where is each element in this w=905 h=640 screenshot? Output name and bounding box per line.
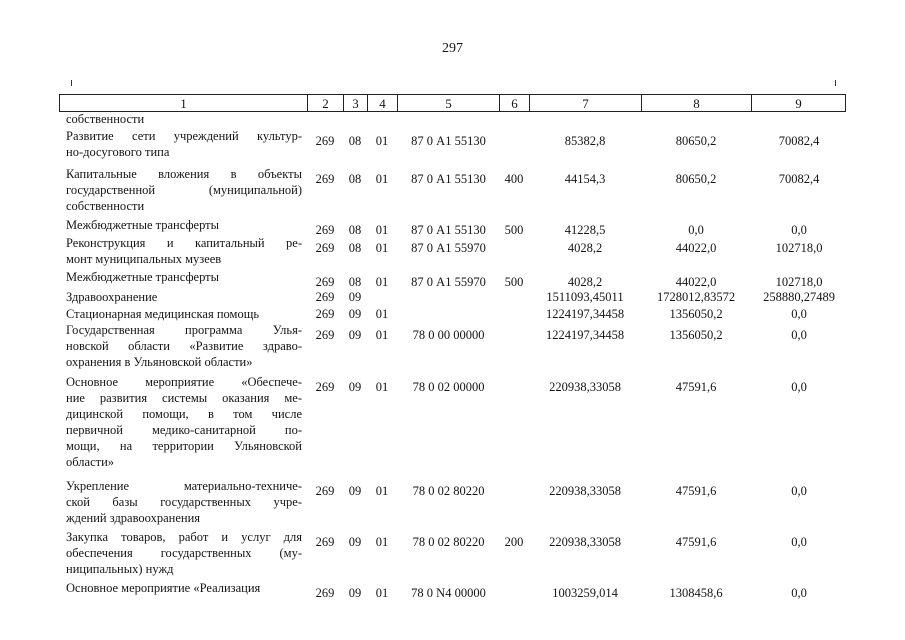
cell-c6: 400: [504, 172, 524, 186]
row-name-line: Закупка товаров, работ и услуг для: [66, 530, 302, 544]
cell-c9: 0,0: [791, 307, 807, 321]
header-col-6: 6: [500, 95, 530, 111]
header-col-8: 8: [642, 95, 752, 111]
header-col-5: 5: [398, 95, 500, 111]
cell-c2: 269: [315, 223, 335, 237]
cell-c8: 80650,2: [675, 134, 717, 148]
cell-c9: 70082,4: [778, 172, 820, 186]
header-col-3: 3: [344, 95, 368, 111]
row-name-line: ждений здравоохранения: [66, 511, 201, 525]
cell-c8: 80650,2: [675, 172, 717, 186]
row-name-line: ние развития системы оказания ме-: [66, 391, 302, 405]
cell-c2: 269: [315, 290, 335, 304]
cell-c3: 09: [348, 586, 362, 600]
cell-c9: 102718,0: [775, 275, 823, 289]
cell-c4: 01: [375, 241, 389, 255]
cell-c7: 220938,33058: [549, 380, 621, 394]
cell-c3: 08: [348, 134, 362, 148]
header-col-4: 4: [368, 95, 398, 111]
cell-c4: 01: [375, 275, 389, 289]
cell-c7: 220938,33058: [549, 535, 621, 549]
cell-c5: 87 0 А1 55130: [411, 223, 486, 237]
cell-c9: 70082,4: [778, 134, 820, 148]
cell-c2: 269: [315, 328, 335, 342]
row-name-line: охранения в Ульяновской области»: [66, 355, 253, 369]
cell-c5: 78 0 N4 00000: [411, 586, 486, 600]
header-col-7: 7: [530, 95, 642, 111]
cell-c2: 269: [315, 241, 335, 255]
row-name-line: собственности: [66, 112, 145, 126]
row-name-line: Стационарная медицинская помощь: [66, 307, 260, 321]
cell-c6: 500: [504, 223, 524, 237]
cell-c7: 1511093,45011: [546, 290, 624, 304]
row-name: [66, 166, 302, 214]
cell-c2: 269: [315, 134, 335, 148]
cell-c8: 1728012,83572: [656, 290, 736, 304]
row-name-line: Укрепление материально-техниче-: [66, 479, 302, 493]
row-name-line: Межбюджетные трансферты: [66, 270, 220, 284]
row-name: [66, 374, 302, 470]
cell-c9: 0,0: [791, 328, 807, 342]
row-name-line: мощи, на территории Ульяновской: [66, 439, 302, 453]
cell-c3: 09: [348, 535, 362, 549]
cell-c2: 269: [315, 535, 335, 549]
cell-c9: 0,0: [791, 484, 807, 498]
row-name: [66, 235, 302, 267]
cell-c4: 01: [375, 380, 389, 394]
cell-c7: 1224197,34458: [545, 328, 625, 342]
row-name-line: Капитальные вложения в объекты: [66, 167, 302, 181]
row-name-line: ской базы государственных учре-: [66, 495, 302, 509]
row-name-line: но-досугового типа: [66, 145, 170, 159]
row-name-line: дицинской помощи, в том числе: [66, 407, 302, 421]
cell-c9: 258880,27489: [763, 290, 835, 304]
row-name-line: Реконструкция и капитальный ре-: [66, 236, 302, 250]
cell-c7: 41228,5: [564, 223, 606, 237]
row-name-line: государственной (муниципальной): [66, 183, 302, 197]
cell-c4: 01: [375, 307, 389, 321]
page-number: 297: [442, 41, 463, 56]
header-col-2: 2: [308, 95, 344, 111]
cell-c2: 269: [315, 586, 335, 600]
cell-c5: 87 0 А1 55130: [411, 134, 486, 148]
cell-c9: 0,0: [791, 380, 807, 394]
row-name-line: собственности: [66, 199, 145, 213]
cell-c3: 08: [348, 172, 362, 186]
cell-c2: 269: [315, 307, 335, 321]
row-name: [66, 478, 302, 526]
margin-tick: [835, 80, 836, 86]
cell-c3: 09: [348, 290, 362, 304]
row-name-line: Здравоохранение: [66, 290, 158, 304]
cell-c3: 08: [348, 275, 362, 289]
cell-c8: 1356050,2: [669, 307, 723, 321]
cell-c7: 44154,3: [564, 172, 606, 186]
row-name-line: области»: [66, 455, 115, 469]
row-name-line: Основное мероприятие «Обеспече-: [66, 375, 302, 389]
header-col-9: 9: [795, 96, 802, 111]
cell-c8: 47591,6: [675, 380, 717, 394]
cell-c4: 01: [375, 586, 389, 600]
cell-c7: 220938,33058: [549, 484, 621, 498]
cell-c4: 01: [375, 223, 389, 237]
row-name: [66, 217, 302, 233]
cell-c3: 08: [348, 223, 362, 237]
cell-c2: 269: [315, 380, 335, 394]
cell-c3: 09: [348, 484, 362, 498]
row-name: [66, 111, 302, 127]
cell-c8: 47591,6: [675, 535, 717, 549]
cell-c5: 87 0 А1 55130: [411, 172, 486, 186]
cell-c5: 87 0 А1 55970: [411, 241, 486, 255]
cell-c8: 44022,0: [675, 275, 717, 289]
row-name: [66, 306, 302, 322]
header-col-1: 1: [60, 95, 308, 111]
row-name-line: Межбюджетные трансферты: [66, 218, 220, 232]
cell-c7: 1224197,34458: [545, 307, 625, 321]
cell-c4: 01: [375, 134, 389, 148]
cell-c8: 47591,6: [675, 484, 717, 498]
cell-c9: 0,0: [791, 535, 807, 549]
row-name-line: Государственная программа Улья-: [66, 323, 302, 337]
cell-c9: 0,0: [791, 223, 807, 237]
cell-c8: 1308458,6: [669, 586, 723, 600]
row-name-line: обеспечения государственных (му-: [66, 546, 302, 560]
cell-c3: 09: [348, 307, 362, 321]
cell-c8: 44022,0: [675, 241, 717, 255]
cell-c3: 08: [348, 241, 362, 255]
row-name-line: монт муниципальных музеев: [66, 252, 222, 266]
cell-c8: 0,0: [688, 223, 704, 237]
cell-c4: 01: [375, 484, 389, 498]
row-name: [66, 128, 302, 160]
cell-c3: 09: [348, 328, 362, 342]
cell-c4: 01: [375, 535, 389, 549]
cell-c2: 269: [315, 275, 335, 289]
cell-c3: 09: [348, 380, 362, 394]
cell-c6: 200: [504, 535, 524, 549]
cell-c7: 85382,8: [564, 134, 606, 148]
cell-c5: 78 0 02 80220: [412, 484, 485, 498]
cell-c2: 269: [315, 484, 335, 498]
cell-c7: 1003259,014: [552, 586, 618, 600]
cell-c2: 269: [315, 172, 335, 186]
cell-c9: 102718,0: [775, 241, 823, 255]
row-name: [66, 322, 302, 370]
cell-c6: 500: [504, 275, 524, 289]
margin-tick: [71, 80, 72, 86]
cell-c7: 4028,2: [567, 275, 603, 289]
cell-c5: 78 0 02 80220: [412, 535, 485, 549]
cell-c7: 4028,2: [567, 241, 603, 255]
cell-c5: 78 0 00 00000: [412, 328, 485, 342]
row-name-line: ниципальных) нужд: [66, 562, 174, 576]
row-name: [66, 269, 302, 285]
cell-c4: 01: [375, 328, 389, 342]
row-name: [66, 289, 302, 305]
row-name-line: Развитие сети учреждений культур-: [66, 129, 302, 143]
row-name: [66, 580, 302, 596]
table-header: [59, 94, 846, 112]
cell-c5: 87 0 А1 55970: [411, 275, 486, 289]
row-name: [66, 529, 302, 577]
cell-c4: 01: [375, 172, 389, 186]
row-name-line: Основное мероприятие «Реализация: [66, 581, 261, 595]
cell-c9: 0,0: [791, 586, 807, 600]
row-name-line: первичной медико-санитарной по-: [66, 423, 302, 437]
row-name-line: новской области «Развитие здраво-: [66, 339, 302, 353]
cell-c8: 1356050,2: [669, 328, 723, 342]
cell-c5: 78 0 02 00000: [412, 380, 485, 394]
